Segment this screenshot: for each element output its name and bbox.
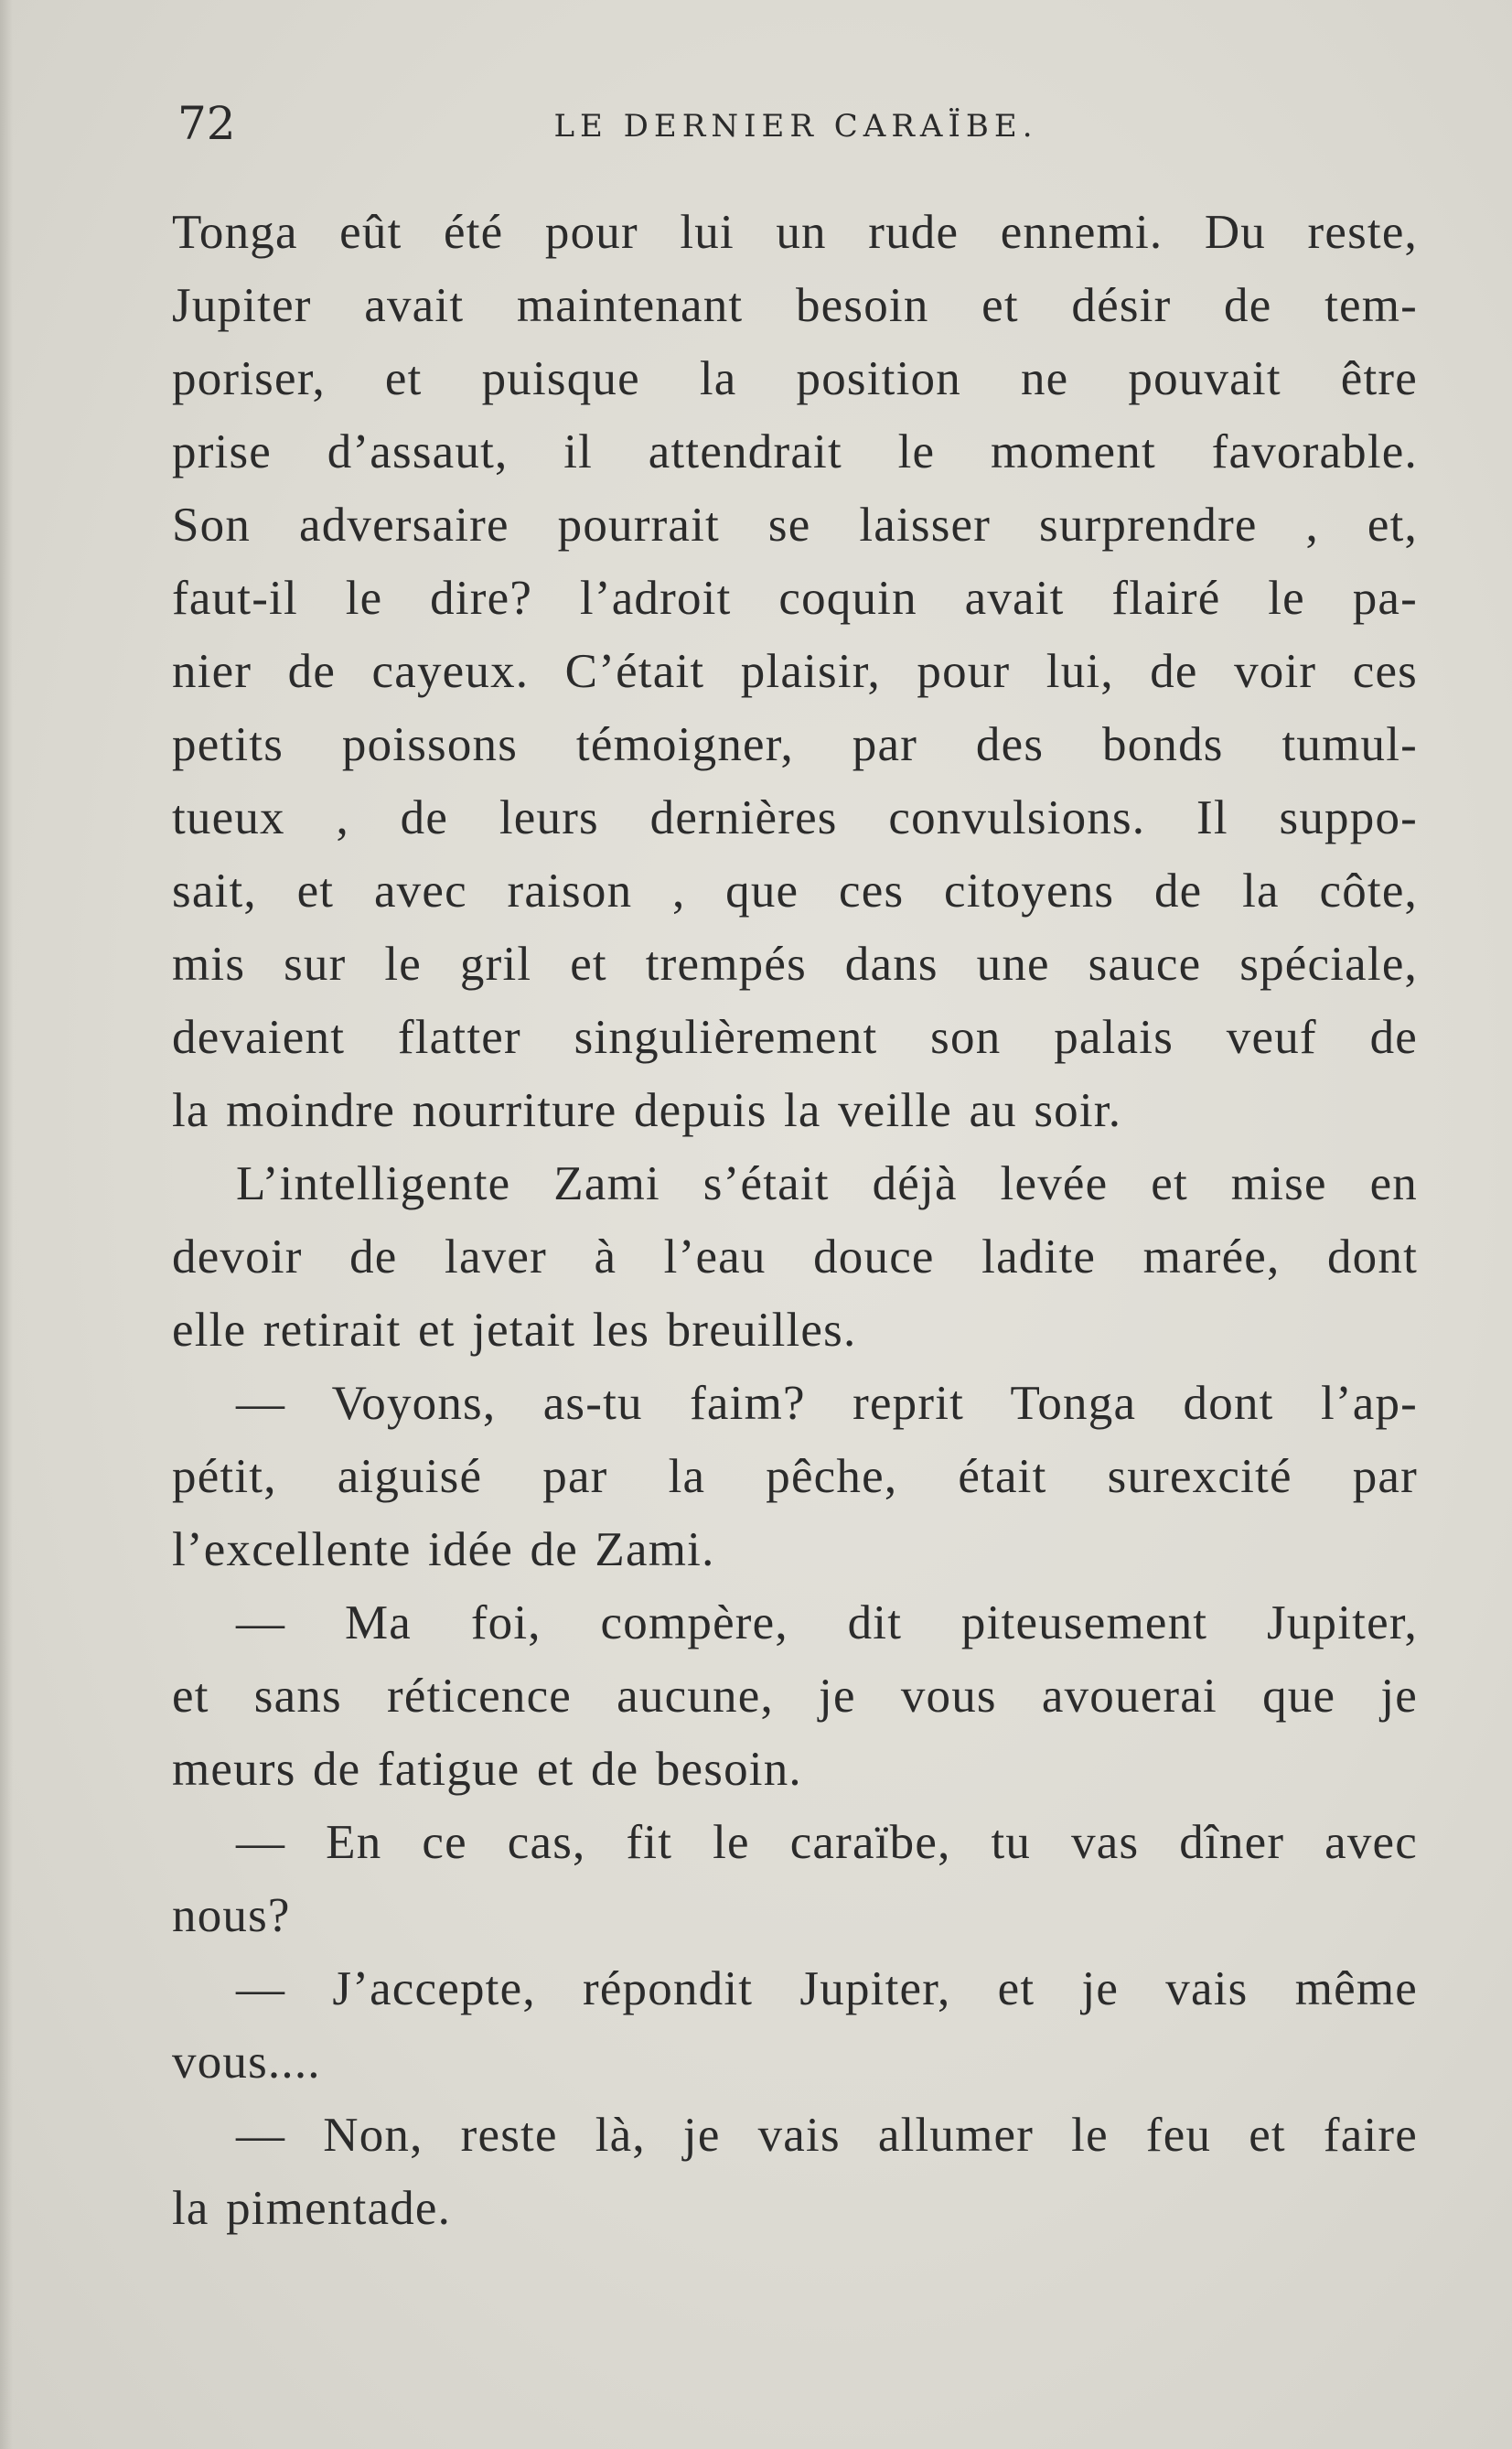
text-line: — Voyons, as-tu faim? reprit Tonga dont l’ap-: [236, 1377, 1418, 1430]
paragraph: [172, 1147, 1418, 1367]
paragraph: [172, 2099, 1418, 2245]
text-line: — Non, reste là, je vais allumer le feu et faire: [236, 2109, 1418, 2162]
page-gutter-shadow: [0, 0, 13, 2449]
page-number: 72: [177, 97, 236, 150]
text-line: tueux , de leurs dernières convulsions. Il suppo-: [172, 791, 1418, 844]
text-line: la pimentade.: [172, 2182, 452, 2235]
text-line: et sans réticence aucune, je vous avouerai que je: [172, 1670, 1418, 1723]
paragraph: [172, 1806, 1418, 1952]
page-header: [174, 91, 1418, 156]
paragraph: [172, 1586, 1418, 1806]
text-line: meurs de fatigue et de besoin.: [172, 1743, 802, 1796]
running-title: LE DERNIER CARAÏBE.: [553, 108, 1038, 145]
text-line: — Ma foi, compère, dit piteusement Jupiter,: [236, 1596, 1418, 1649]
text-line: L’intelligente Zami s’était déjà levée et mise en: [236, 1157, 1418, 1210]
text-line: sait, et avec raison , que ces citoyens de la côte,: [172, 865, 1418, 918]
text-line: poriser, et puisque la position ne pouvait être: [172, 352, 1418, 405]
text-line: pétit, aiguisé par la pêche, était surexcité par: [172, 1450, 1418, 1503]
text-line: Jupiter avait maintenant besoin et désir de tem-: [172, 279, 1418, 332]
text-line: l’excellente idée de Zami.: [172, 1523, 715, 1576]
text-line: mis sur le gril et trempés dans une sauce spéciale,: [172, 938, 1418, 991]
paragraph: [172, 196, 1418, 1147]
text-line: faut-il le dire? l’adroit coquin avait flairé le pa-: [172, 572, 1418, 625]
text-line: devaient flatter singulièrement son palais veuf de: [172, 1011, 1418, 1064]
text-line: Tonga eût été pour lui un rude ennemi. Du reste,: [172, 206, 1418, 259]
text-line: petits poissons témoigner, par des bonds tumul-: [172, 718, 1418, 771]
text-line: devoir de laver à l’eau douce ladite marée, dont: [172, 1230, 1418, 1284]
text-line: Son adversaire pourrait se laisser surprendre , et,: [172, 499, 1418, 552]
paragraph: [172, 1952, 1418, 2099]
text-line: — J’accepte, répondit Jupiter, et je vais même: [236, 1962, 1418, 2015]
text-line: — En ce cas, fit le caraïbe, tu vas dîner avec: [236, 1816, 1418, 1869]
text-line: elle retirait et jetait les breuilles.: [172, 1304, 857, 1357]
text-line: vous....: [172, 2035, 321, 2089]
text-line: nous?: [172, 1889, 291, 1942]
body-text: [172, 196, 1418, 2245]
text-line: prise d’assaut, il attendrait le moment favorable.: [172, 425, 1418, 478]
paragraph: [172, 1367, 1418, 1586]
text-line: la moindre nourriture depuis la veille au soir.: [172, 1084, 1122, 1137]
text-line: nier de cayeux. C’était plaisir, pour lui, de voir ces: [172, 645, 1418, 698]
